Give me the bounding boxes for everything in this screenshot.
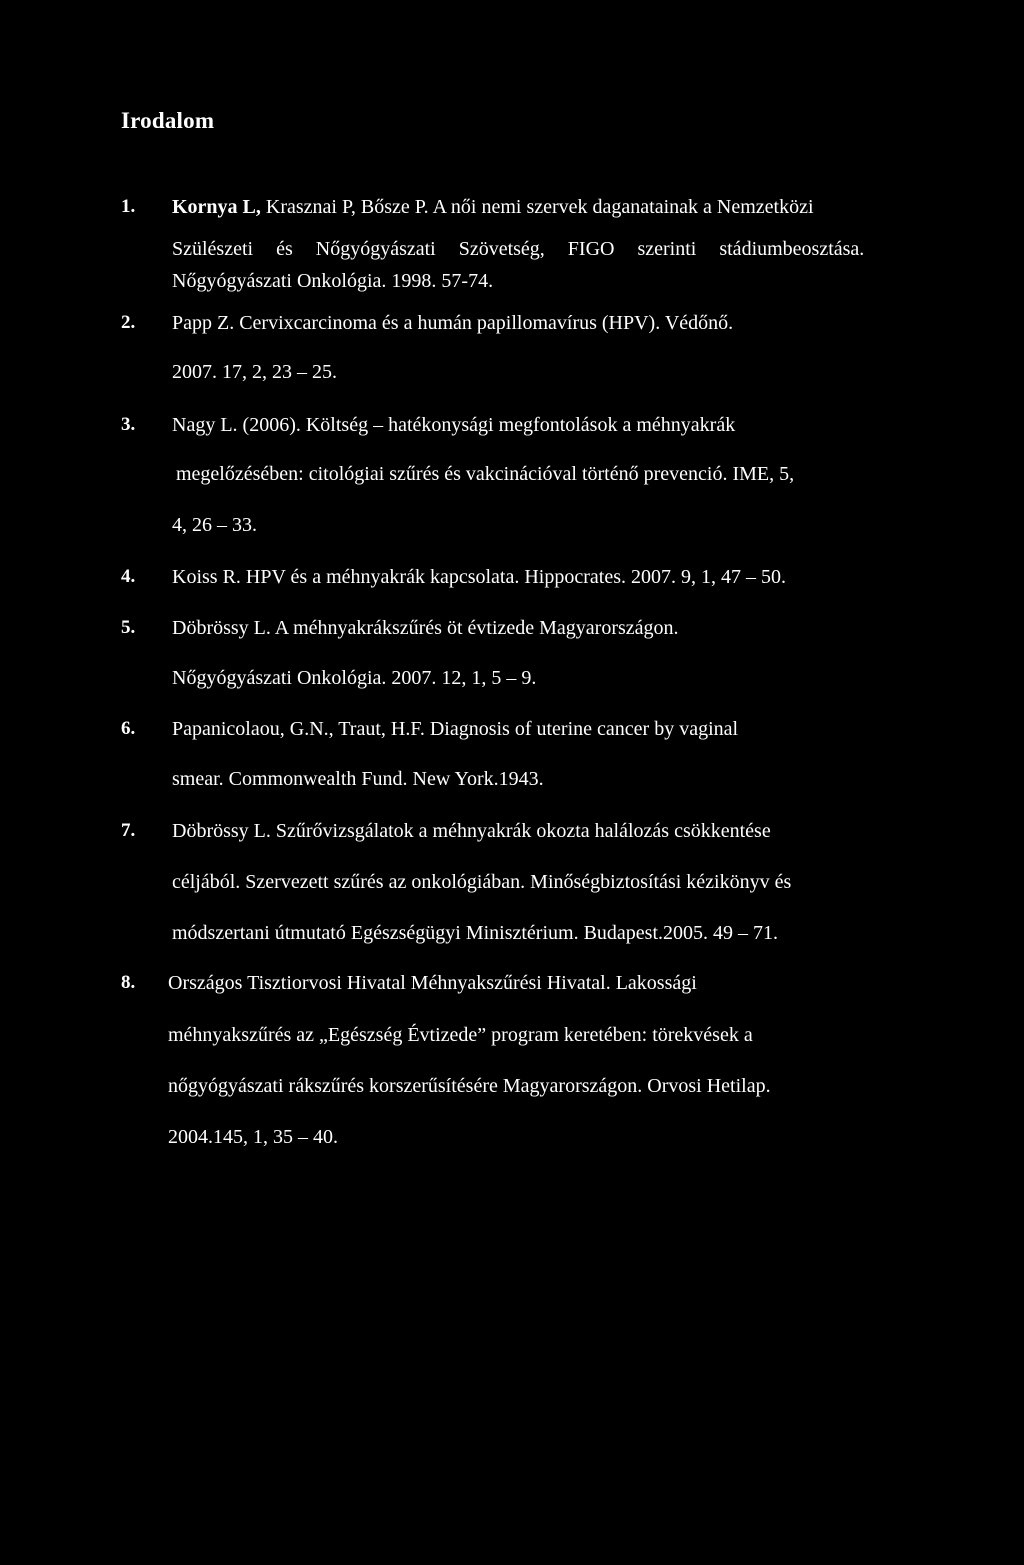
reference-line: nőgyógyászati rákszűrés korszerűsítésére Magyarországon. Orvosi Hetilap. — [168, 1075, 771, 1097]
section-heading: Irodalom — [121, 108, 215, 133]
reference-line: 2004.145, 1, 35 – 40. — [168, 1126, 338, 1148]
reference-line: Szülészeti és Nőgyógyászati Szövetség, FIGO szerinti stádiumbeosztása. — [172, 238, 865, 260]
reference-line: 2007. 17, 2, 23 – 25. — [172, 361, 337, 383]
reference-author-bold: Kornya L, — [172, 196, 261, 218]
reference-line: Papanicolaou, G.N., Traut, H.F. Diagnosis of uterine cancer by vaginal — [172, 718, 739, 740]
reference-line: Döbrössy L. Szűrővizsgálatok a méhnyakrák okozta halálozás csökkentése — [172, 820, 771, 842]
reference-number: 2. — [121, 312, 136, 333]
reference-line: Országos Tisztiorvosi Hivatal Méhnyakszűrési Hivatal. Lakossági — [168, 972, 697, 994]
reference-line: Nőgyógyászati Onkológia. 1998. 57-74. — [172, 270, 494, 292]
reference-line: 4, 26 – 33. — [172, 514, 257, 536]
reference-line: Döbrössy L. A méhnyakrákszűrés öt évtizede Magyarországon. — [172, 617, 679, 639]
reference-line: módszertani útmutató Egészségügyi Minisztérium. Budapest.2005. 49 – 71. — [172, 922, 779, 944]
reference-line: Papp Z. Cervixcarcinoma és a humán papillomavírus (HPV). Védőnő. — [172, 312, 734, 334]
reference-line: Koiss R. HPV és a méhnyakrák kapcsolata. Hippocrates. 2007. 9, 1, 47 – 50. — [172, 566, 786, 588]
reference-number: 7. — [121, 820, 136, 841]
reference-line: Nagy L. (2006). Költség – hatékonysági megfontolások a méhnyakrák — [172, 414, 736, 436]
reference-line: méhnyakszűrés az „Egészség Évtizede” program keretében: törekvések a — [168, 1024, 753, 1046]
reference-number: 5. — [121, 617, 136, 638]
reference-number: 8. — [121, 972, 136, 993]
reference-number: 1. — [121, 196, 136, 217]
reference-number: 3. — [121, 414, 136, 435]
reference-line: megelőzésében: citológiai szűrés és vakcinációval történő prevenció. IME, 5, — [176, 463, 795, 485]
reference-line: céljából. Szervezett szűrés az onkológiában. Minőségbiztosítási kézikönyv és — [172, 871, 792, 893]
reference-number: 4. — [121, 566, 136, 587]
reference-line: Nőgyógyászati Onkológia. 2007. 12, 1, 5 – 9. — [172, 667, 537, 689]
reference-number: 6. — [121, 718, 136, 739]
reference-line — [172, 195, 814, 219]
reference-line: smear. Commonwealth Fund. New York.1943. — [172, 768, 544, 790]
reference-text: Krasznai P, Bősze P. A női nemi szervek daganatainak a Nemzetközi — [260, 196, 814, 218]
